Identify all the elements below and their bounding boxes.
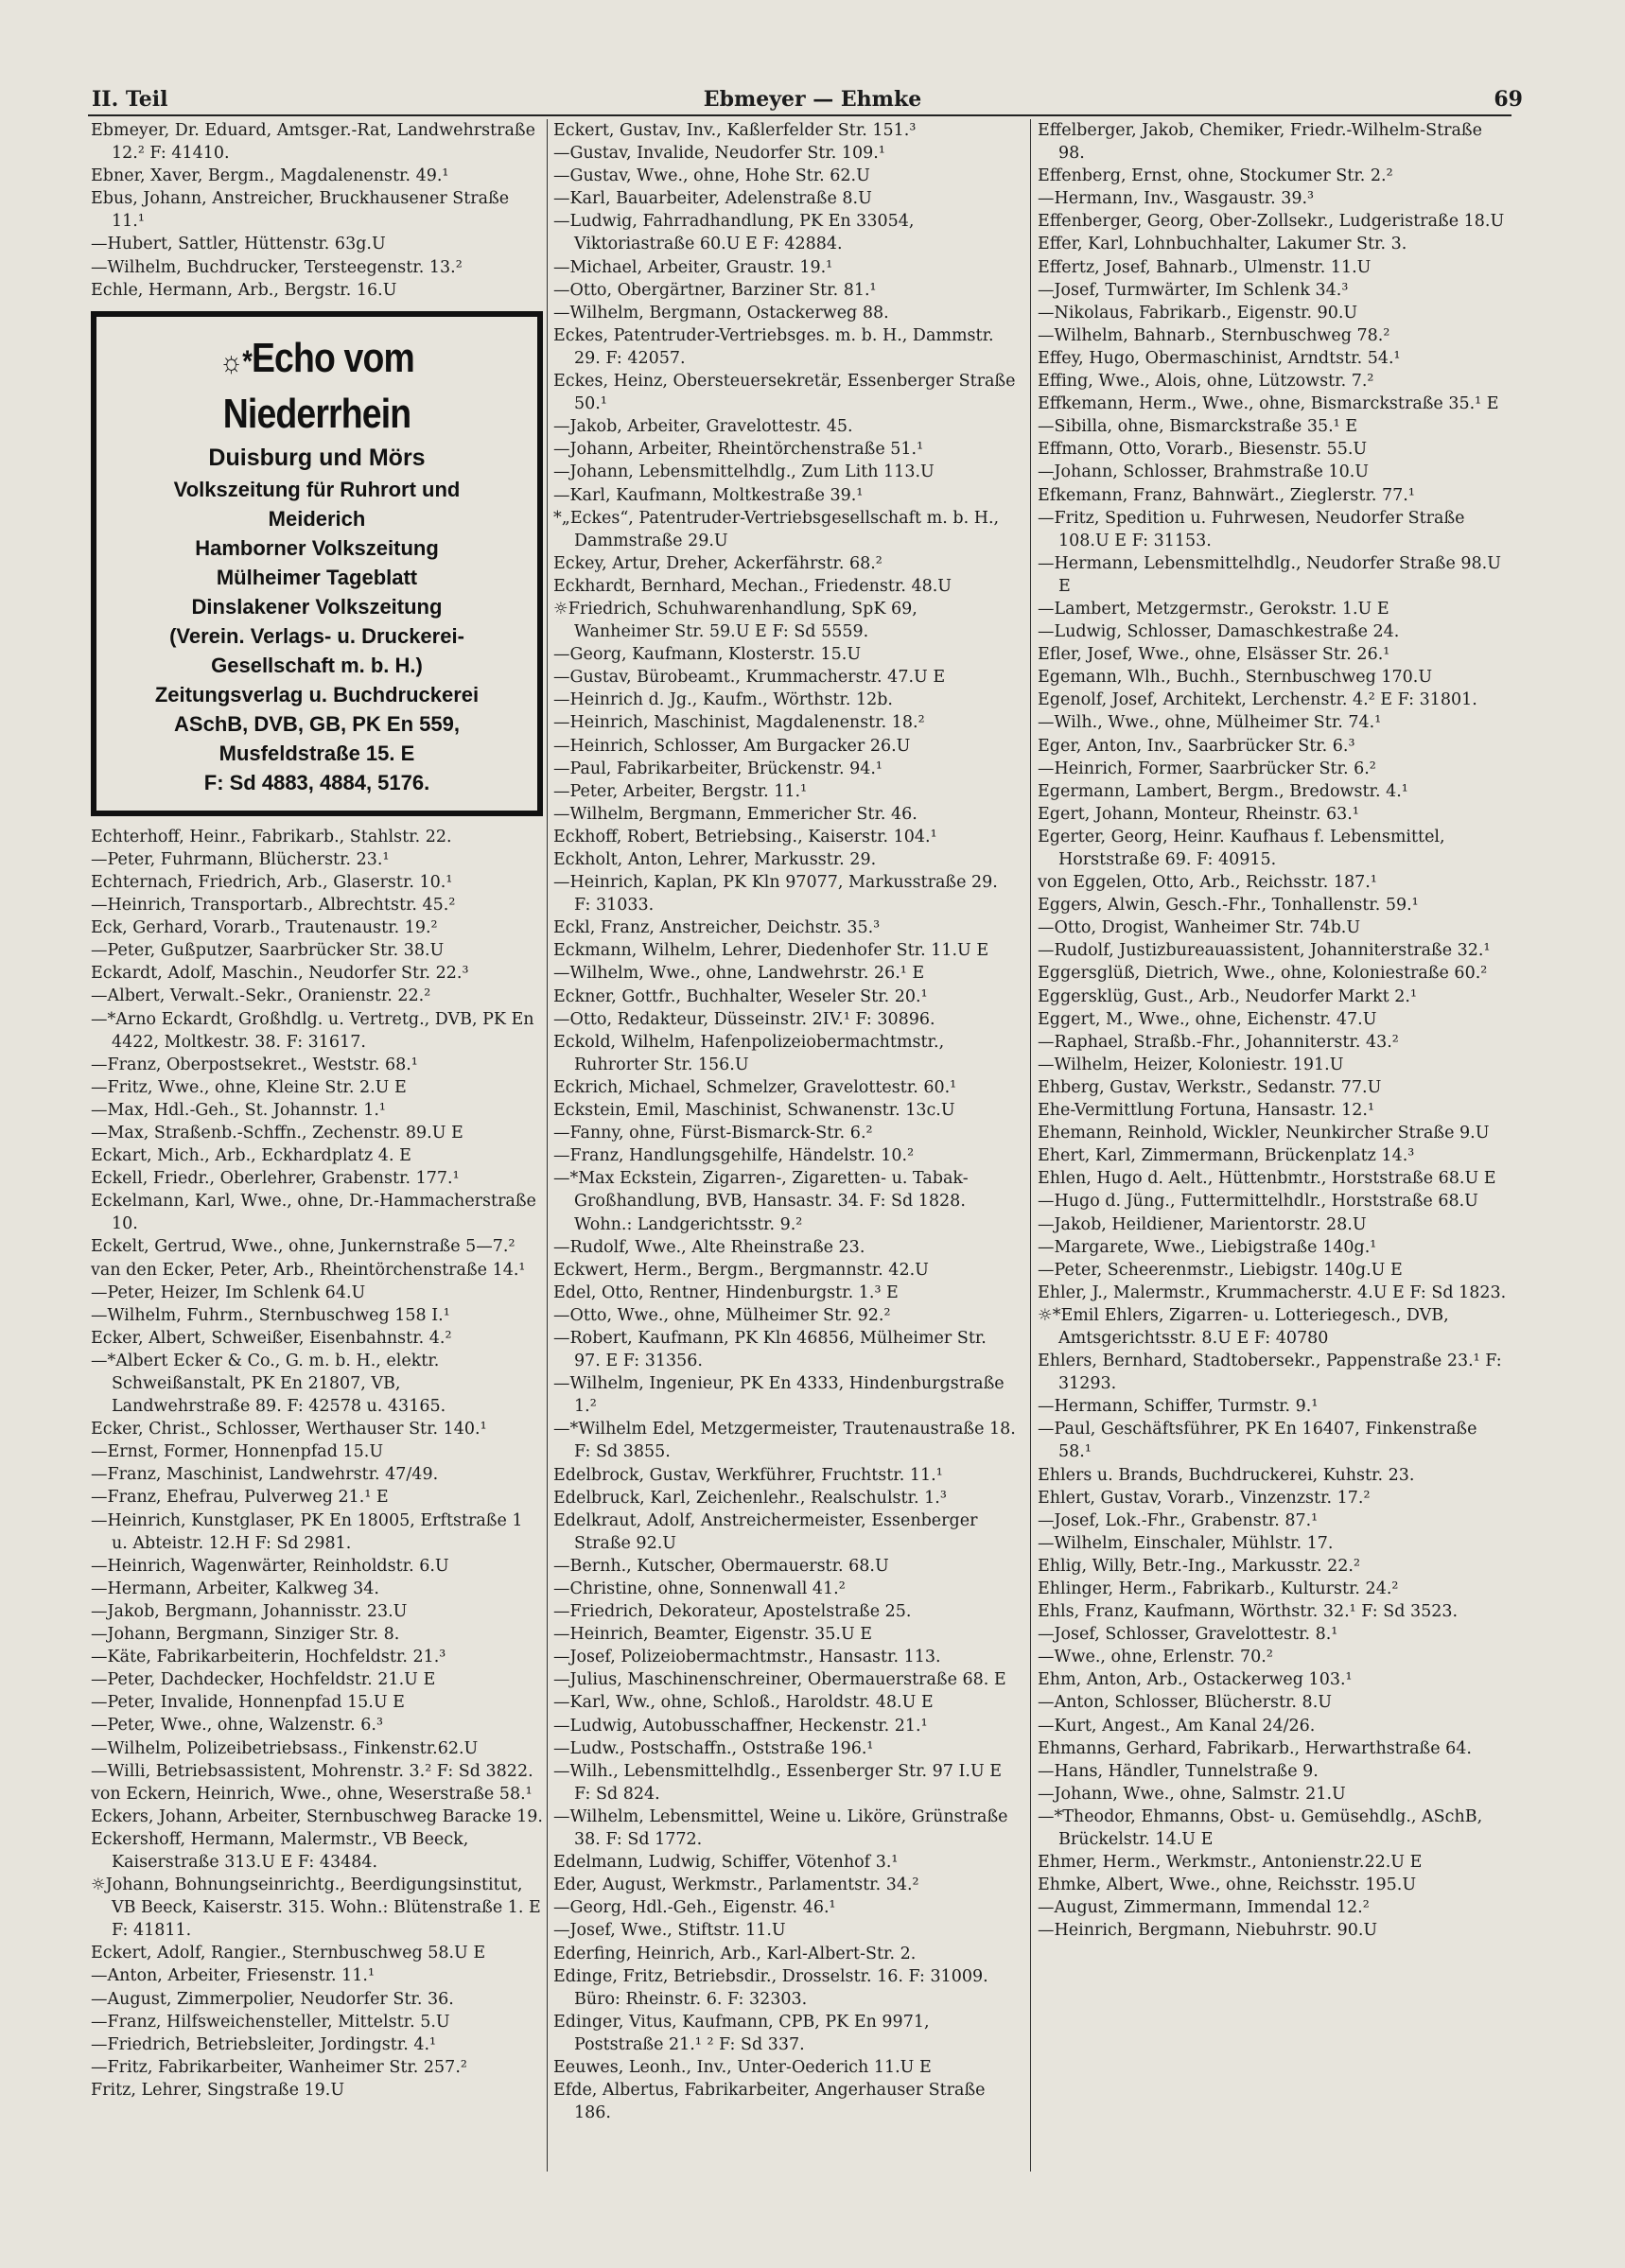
column-1 [91, 119, 543, 2102]
directory-entry: —Wilhelm, Fuhrm., Sternbuschweg 158 I.¹ [91, 1305, 450, 1325]
directory-entry: —Johann, Bergmann, Sinziger Str. 8. [91, 1625, 400, 1645]
directory-entry: —*Wilhelm Edel, Metzgermeister, Trautenaustraße 18. F: Sd 3855. [553, 1420, 1016, 1462]
ad-line: ASchB, DVB, GB, PK En 559, [174, 711, 460, 736]
directory-entry: Ebus, Johann, Anstreicher, Bruckhausener Straße 11.¹ [91, 189, 510, 232]
directory-entry: Ehert, Karl, Zimmermann, Brückenplatz 14.³ [1038, 1146, 1415, 1166]
directory-entry: —Wilhelm, Polizeibetriebsass., Finkenstr.62.U [91, 1738, 479, 1758]
directory-entry: —Josef, Wwe., Stiftstr. 11.U [553, 1921, 786, 1941]
directory-entry: —Karl, Bauarbeiter, Adelenstraße 8.U [553, 189, 872, 209]
directory-entry: Eckert, Adolf, Rangier., Sternbuschweg 58.U E [91, 1944, 486, 1963]
directory-entry: —Jakob, Bergmann, Johannisstr. 23.U [91, 1601, 408, 1621]
directory-entry: —Bernh., Kutscher, Obermauerstr. 68.U [553, 1556, 889, 1576]
directory-entry: —Christine, ohne, Sonnenwall 41.² [553, 1579, 846, 1598]
directory-entry: —Friedrich, Dekorateur, Apostelstraße 25. [553, 1602, 912, 1622]
directory-entry: Ehlers u. Brands, Buchdruckerei, Kuhstr. 23. [1038, 1465, 1415, 1485]
directory-entry: —August, Zimmermann, Immendal 12.² [1038, 1898, 1370, 1918]
directory-entry: Eggers, Alwin, Gesch.-Fhr., Tonhallenstr. 59.¹ [1038, 896, 1419, 916]
directory-entry: —Ludw., Postschaffn., Oststraße 196.¹ [553, 1738, 874, 1758]
directory-entry: Egemann, Wlh., Buchh., Sternbuschweg 170.U [1038, 668, 1433, 688]
directory-entry: Ehlinger, Herm., Fabrikarb., Kulturstr. 24.² [1038, 1579, 1399, 1598]
directory-entry: Ecker, Christ., Schlosser, Werthauser Str. 140.¹ [91, 1420, 487, 1439]
directory-entry: —Hermann, Inv., Wasgaustr. 39.³ [1038, 189, 1315, 209]
column-divider [547, 119, 548, 2172]
directory-entry: Edel, Otto, Rentner, Hindenburgstr. 1.³ E [553, 1282, 899, 1302]
directory-entry: —August, Zimmerpolier, Neudorfer Str. 36. [91, 1989, 454, 2009]
directory-entry: Eckers, Johann, Arbeiter, Sternbuschweg Baracke 19. [91, 1806, 543, 1826]
directory-entry: —Heinrich, Transportarb., Albrechtstr. 45.² [91, 896, 456, 916]
directory-entry: Effkemann, Herm., Wwe., ohne, Bismarckstraße 35.¹ E [1038, 394, 1499, 414]
directory-entry: —Georg, Hdl.-Geh., Eigenstr. 46.¹ [553, 1898, 836, 1918]
directory-entry: Edinge, Fritz, Betriebsdir., Drosselstr. 16. F: 31009. Büro: Rheinstr. 6. F: 32303. [553, 1966, 988, 2009]
directory-entry: —Jakob, Heildiener, Marientorstr. 28.U [1038, 1214, 1367, 1234]
directory-entry: Ehmke, Albert, Wwe., ohne, Reichsstr. 195.U [1038, 1875, 1417, 1895]
directory-entry: Eckart, Mich., Arb., Eckhardplatz 4. E [91, 1146, 411, 1166]
directory-entry: —Hermann, Schiffer, Turmstr. 9.¹ [1038, 1397, 1319, 1417]
newspaper-advertisement [91, 311, 543, 816]
directory-entry: Effenberg, Ernst, ohne, Stockumer Str. 2.² [1038, 166, 1393, 186]
directory-entry: Eckert, Gustav, Inv., Kaßlerfelder Str. 151.³ [553, 121, 917, 140]
directory-entry: Eder, August, Werkmstr., Parlamentstr. 34.² [553, 1875, 919, 1895]
directory-entry: Ehler, J., Malermstr., Krummacherstr. 4.U E F: Sd 1823. [1038, 1282, 1507, 1302]
directory-entry: —Ludwig, Schlosser, Damaschkestraße 24. [1038, 622, 1400, 642]
directory-entry: Ebmeyer, Dr. Eduard, Amtsger.-Rat, Landwehrstraße 12.² F: 41410. [91, 121, 535, 164]
directory-entry: Eckershoff, Hermann, Malermstr., VB Beeck, Kaiserstraße 313.U E F: 43484. [91, 1829, 469, 1872]
directory-entry: —Fritz, Spedition u. Fuhrwesen, Neudorfer Straße 108.U E F: 31153. [1038, 508, 1465, 550]
directory-entry: Eckes, Heinz, Obersteuersekretär, Essenberger Straße 50.¹ [553, 372, 1016, 414]
directory-entry: —Franz, Hilfsweichensteller, Mittelstr. 5.U [91, 2012, 450, 2032]
directory-entry: —Heinrich d. Jg., Kaufm., Wörthstr. 12b. [553, 690, 893, 710]
directory-entry: Eckrich, Michael, Schmelzer, Gravelottestr. 60.¹ [553, 1077, 957, 1097]
directory-entry: —Otto, Obergärtner, Barziner Str. 81.¹ [553, 280, 877, 300]
directory-entry: —Michael, Arbeiter, Graustr. 19.¹ [553, 257, 833, 277]
directory-entry: Ehm, Anton, Arb., Ostackerweg 103.¹ [1038, 1670, 1353, 1690]
directory-entry: Efkemann, Franz, Bahnwärt., Zieglerstr. 77.¹ [1038, 485, 1415, 505]
directory-entry: Eeuwes, Leonh., Inv., Unter-Oederich 11.U E [553, 2057, 932, 2077]
directory-entry: Eckey, Artur, Dreher, Ackerfährstr. 68.² [553, 553, 882, 573]
directory-entry: —Fritz, Fabrikarbeiter, Wanheimer Str. 257.² [91, 2057, 467, 2077]
directory-entry: —Sibilla, ohne, Bismarckstraße 35.¹ E [1038, 417, 1358, 437]
directory-entry: —Peter, Gußputzer, Saarbrücker Str. 38.U [91, 941, 445, 961]
ad-line: F: Sd 4883, 4884, 5176. [203, 770, 430, 794]
directory-entry: —Julius, Maschinenschreiner, Obermauerstraße 68. E [553, 1670, 1006, 1690]
directory-entry: —Paul, Fabrikarbeiter, Brückenstr. 94.¹ [553, 759, 882, 778]
directory-entry: —Paul, Geschäftsführer, PK En 16407, Finkenstraße 58.¹ [1038, 1420, 1477, 1462]
directory-entry: —Hermann, Arbeiter, Kalkweg 34. [91, 1579, 379, 1598]
section-label: II. Teil [92, 87, 168, 112]
ad-line: Gesellschaft m. b. H.) [211, 653, 423, 677]
directory-entry: —Anton, Arbeiter, Friesenstr. 11.¹ [91, 1966, 375, 1986]
column-3 [1038, 119, 1511, 1943]
directory-entry: Ehe-Vermittlung Fortuna, Hansastr. 12.¹ [1038, 1101, 1374, 1121]
directory-entry: —Hermann, Lebensmittelhdlg., Neudorfer Straße 98.U E [1038, 553, 1501, 596]
directory-entry: —Wilhelm, Heizer, Koloniestr. 191.U [1038, 1055, 1344, 1074]
directory-entry: Edelkraut, Adolf, Anstreichermeister, Essenberger Straße 92.U [553, 1510, 978, 1553]
directory-entry: —Karl, Ww., ohne, Schloß., Haroldstr. 48.U E [553, 1693, 934, 1713]
directory-entry: Edelbrock, Gustav, Werkführer, Fruchtstr. 11.¹ [553, 1465, 943, 1485]
directory-entry: —Wilh., Wwe., ohne, Mülheimer Str. 74.¹ [1038, 713, 1382, 733]
directory-entry: Eger, Anton, Inv., Saarbrücker Str. 6.³ [1038, 736, 1355, 756]
directory-entry: —Franz, Handlungsgehilfe, Händelstr. 10.² [553, 1146, 915, 1166]
directory-entry: von Eckern, Heinrich, Wwe., ohne, Weserstraße 58.¹ [91, 1784, 533, 1804]
directory-entry: Eckhoff, Robert, Betriebsing., Kaiserstr. 104.¹ [553, 827, 937, 846]
directory-entry: —Wilh., Lebensmittelhdlg., Essenberger Str. 97 I.U E F: Sd 824. [553, 1761, 1003, 1804]
directory-entry: —Heinrich, Bergmann, Niebuhrstr. 90.U [1038, 1921, 1378, 1941]
directory-entry: Echterhoff, Heinr., Fabrikarb., Stahlstr. 22. [91, 827, 452, 846]
directory-entry: Effertz, Josef, Bahnarb., Ulmenstr. 11.U [1038, 257, 1372, 277]
directory-entry: —Max, Straßenb.-Schffn., Zechenstr. 89.U E [91, 1123, 463, 1143]
ad-line: Dinslakener Volkszeitung [191, 594, 443, 619]
directory-entry: —Rudolf, Wwe., Alte Rheinstraße 23. [553, 1237, 865, 1257]
directory-entry: —*Arno Eckardt, Großhdlg. u. Vertretg., DVB, PK En 4422, Moltkestr. 38. F: 31617. [91, 1009, 534, 1052]
directory-entry: —Hugo d. Jüng., Futtermittelhdlr., Horststraße 68.U [1038, 1192, 1478, 1212]
directory-entry: Ehlers, Bernhard, Stadtobersekr., Pappenstraße 23.¹ F: 31293. [1038, 1352, 1502, 1394]
directory-entry: —Wilhelm, Einschaler, Mühlstr. 17. [1038, 1533, 1334, 1553]
ad-line: (Verein. Verlags- u. Druckerei- [169, 623, 464, 648]
directory-entry: —Peter, Arbeiter, Bergstr. 11.¹ [553, 781, 808, 801]
directory-entry: Effing, Wwe., Alois, ohne, Lützowstr. 7.² [1038, 372, 1374, 392]
page-number: 69 [1494, 87, 1523, 112]
directory-entry: —Otto, Drogist, Wanheimer Str. 74b.U [1038, 918, 1361, 938]
directory-entry: Ehlig, Willy, Betr.-Ing., Markusstr. 22.² [1038, 1556, 1360, 1576]
directory-entry: —Franz, Ehefrau, Pulverweg 21.¹ E [91, 1488, 389, 1508]
column-divider [1030, 119, 1031, 2172]
directory-entry: ☼*Emil Ehlers, Zigarren- u. Lotteriegesch., DVB, Amtsgerichtsstr. 8.U E F: 40780 [1038, 1305, 1449, 1348]
directory-entry: Ederfing, Heinrich, Arb., Karl-Albert-Str. 2. [553, 1944, 917, 1963]
directory-entry: —Fritz, Wwe., ohne, Kleine Str. 2.U E [91, 1077, 407, 1097]
directory-entry: —Anton, Schlosser, Blücherstr. 8.U [1038, 1693, 1333, 1713]
directory-entry: Eckes, Patentruder-Vertriebsges. m. b. H., Dammstr. 29. F: 42057. [553, 325, 994, 368]
directory-entry: Eckstein, Emil, Maschinist, Schwanenstr. 13c.U [553, 1101, 955, 1121]
directory-entry: —Wilhelm, Bergmann, Ostackerweg 88. [553, 303, 889, 323]
directory-entry: —Heinrich, Maschinist, Magdalenenstr. 18.² [553, 713, 925, 733]
ad-mark: ☼* [219, 343, 252, 378]
directory-entry: —Georg, Kaufmann, Klosterstr. 15.U [553, 645, 862, 665]
directory-entry: Ehlen, Hugo d. Aelt., Hüttenbmtr., Horststraße 68.U E [1038, 1169, 1496, 1189]
directory-entry: —Gustav, Bürobeamt., Krummacherstr. 47.U E [553, 668, 946, 688]
directory-entry: —*Max Eckstein, Zigarren-, Zigaretten- u. Tabak-Großhandlung, BVB, Hansastr. 34. F: Sd 1828. Wohn.: Landgerichtsstr. 9.² [553, 1169, 969, 1234]
directory-entry: ☼Johann, Bohnungseinrichtg., Beerdigungsinstitut, VB Beeck, Kaiserstr. 315. Wohn.: Blütenstraße 1. E F: 41811. [91, 1875, 541, 1941]
directory-entry: Ehmer, Herm., Werkmstr., Antonienstr.22.U E [1038, 1853, 1423, 1873]
directory-entry: —Franz, Oberpostsekret., Weststr. 68.¹ [91, 1055, 418, 1074]
directory-entry: —Raphael, Straßb.-Fhr., Johanniterstr. 43.² [1038, 1032, 1399, 1052]
directory-entry: —*Albert Ecker & Co., G. m. b. H., elektr. Schweißanstalt, PK En 21807, VB, Landwehrstraße 89. F: 42578 u. 43165. [91, 1351, 446, 1417]
ad-title [137, 332, 496, 441]
directory-entry: —Wilhelm, Bergmann, Emmericher Str. 46. [553, 804, 917, 824]
directory-entry: —Fanny, ohne, Fürst-Bismarck-Str. 6.² [553, 1124, 873, 1143]
directory-entry: —Ludwig, Fahrradhandlung, PK En 33054, Viktoriastraße 60.U E F: 42884. [553, 212, 915, 254]
ad-title-text: Echo vom Niederrhein [222, 334, 414, 437]
directory-entry: —Wwe., ohne, Erlenstr. 70.² [1038, 1648, 1273, 1667]
directory-entry: —Heinrich, Kunstglaser, PK En 18005, Erftstraße 1 u. Abteistr. 12.H F: Sd 2981. [91, 1510, 523, 1553]
directory-entry: —Robert, Kaufmann, PK Kln 46856, Mülheimer Str. 97. E F: 31356. [553, 1328, 987, 1371]
directory-entry: Echternach, Friedrich, Arb., Glaserstr. 10.¹ [91, 872, 453, 892]
directory-entry: —*Theodor, Ehmanns, Obst- u. Gemüsehdlg., ASchB, Brückelstr. 14.U E [1038, 1806, 1483, 1850]
directory-entry: —Otto, Wwe., ohne, Mülheimer Str. 92.² [553, 1305, 891, 1325]
directory-entry: —Johann, Arbeiter, Rheintörchenstraße 51.¹ [553, 440, 924, 460]
directory-entry: —Hans, Händler, Tunnelstraße 9. [1038, 1761, 1319, 1781]
directory-entry: —Wilhelm, Ingenieur, PK En 4333, Hindenburgstraße 1.² [553, 1374, 1005, 1417]
directory-entry: Eckl, Franz, Anstreicher, Deichstr. 35.³ [553, 918, 881, 938]
directory-entry: —Käte, Fabrikarbeiterin, Hochfeldstr. 21.³ [91, 1648, 446, 1667]
directory-entry: Egermann, Lambert, Bergm., Bredowstr. 4.¹ [1038, 781, 1408, 801]
ad-line: Zeitungsverlag u. Buchdruckerei [154, 682, 480, 707]
ad-line: Volkszeitung für Ruhrort und [173, 477, 461, 501]
directory-entry: —Albert, Verwalt.-Sekr., Oranienstr. 22.² [91, 986, 431, 1006]
directory-entry: Effey, Hugo, Obermaschinist, Arndtstr. 54.¹ [1038, 348, 1401, 368]
ad-line: Hamborner Volkszeitung [195, 535, 439, 560]
directory-entry: van den Ecker, Peter, Arb., Rheintörchenstraße 14.¹ [91, 1260, 526, 1280]
directory-entry: —Peter, Invalide, Honnenpfad 15.U E [91, 1693, 405, 1713]
directory-entry: —Ludwig, Autobusschaffner, Heckenstr. 21.¹ [553, 1716, 928, 1736]
directory-entry: Ehberg, Gustav, Werkstr., Sedanstr. 77.U [1038, 1077, 1382, 1097]
directory-entry: Eckell, Friedr., Oberlehrer, Grabenstr. 177.¹ [91, 1169, 460, 1189]
directory-entry: Efde, Albertus, Fabrikarbeiter, Angerhauser Straße 186. [553, 2081, 986, 2123]
directory-entry: Eckelt, Gertrud, Wwe., ohne, Junkernstraße 5—7.² [91, 1237, 515, 1257]
directory-entry: —Johann, Lebensmittelhdlg., Zum Lith 113.U [553, 462, 935, 482]
directory-entry: Efler, Josef, Wwe., ohne, Elsässer Str. 26.¹ [1038, 645, 1390, 665]
directory-entry: Eckwert, Herm., Bergm., Bergmannstr. 42.U [553, 1260, 929, 1280]
directory-entry: —Kurt, Angest., Am Kanal 24/26. [1038, 1716, 1316, 1736]
entries-top [91, 119, 543, 302]
directory-entry: —Johann, Schlosser, Brahmstraße 10.U [1038, 462, 1370, 482]
header-rule [88, 114, 1511, 116]
directory-entry: Eckardt, Adolf, Maschin., Neudorfer Str. 22.³ [91, 964, 469, 984]
directory-entry: —Gustav, Invalide, Neudorfer Str. 109.¹ [553, 144, 885, 164]
directory-entry: Eggersklüg, Gust., Arb., Neudorfer Markt 2.¹ [1038, 986, 1417, 1006]
directory-entry: Ehls, Franz, Kaufmann, Wörthstr. 32.¹ F: Sd 3523. [1038, 1602, 1459, 1622]
directory-entry: —Lambert, Metzgermstr., Gerokstr. 1.U E [1038, 599, 1389, 619]
directory-entry: —Peter, Scheerenmstr., Liebigstr. 140g.U E [1038, 1260, 1403, 1280]
directory-entry: Eckholt, Anton, Lehrer, Markusstr. 29. [553, 850, 877, 869]
ad-lines [106, 475, 528, 797]
directory-entry: —Rudolf, Justizbureauassistent, Johanniterstraße 32.¹ [1038, 941, 1491, 961]
directory-entry: —Franz, Maschinist, Landwehrstr. 47/49. [91, 1465, 439, 1485]
directory-entry: Edelbruck, Karl, Zeichenlehr., Realschulstr. 1.³ [553, 1488, 947, 1508]
directory-entry: —Heinrich, Wagenwärter, Reinholdstr. 6.U [91, 1556, 449, 1576]
directory-entry: —Wilhelm, Bahnarb., Sternbuschweg 78.² [1038, 325, 1390, 345]
page-title: Ebmeyer — Ehmke [703, 87, 922, 112]
directory-entry: Egerter, Georg, Heinr. Kaufhaus f. Lebensmittel, Horststraße 69. F: 40915. [1038, 827, 1445, 869]
directory-entry: —Heinrich, Schlosser, Am Burgacker 26.U [553, 736, 911, 756]
directory-entry: —Josef, Turmwärter, Im Schlenk 34.³ [1038, 280, 1349, 300]
directory-entry: —Josef, Schlosser, Gravelottestr. 8.¹ [1038, 1625, 1338, 1645]
directory-entry: Effelberger, Jakob, Chemiker, Friedr.-Wilhelm-Straße 98. [1038, 121, 1482, 164]
directory-entry: —Johann, Wwe., ohne, Salmstr. 21.U [1038, 1784, 1346, 1804]
directory-entry: Eggersglüß, Dietrich, Wwe., ohne, Koloniestraße 60.² [1038, 964, 1488, 984]
directory-entry: —Wilhelm, Lebensmittel, Weine u. Liköre, Grünstraße 38. F: Sd 1772. [553, 1806, 1008, 1850]
ad-line: Mülheimer Tageblatt [216, 565, 418, 589]
directory-entry: —Heinrich, Beamter, Eigenstr. 35.U E [553, 1625, 873, 1645]
directory-entry: —Willi, Betriebsassistent, Mohrenstr. 3.² F: Sd 3822. [91, 1761, 533, 1781]
directory-entry: Eggert, M., Wwe., ohne, Eichenstr. 47.U [1038, 1009, 1377, 1029]
directory-entry: —Wilhelm, Wwe., ohne, Landwehrstr. 26.¹ E [553, 964, 925, 984]
column-2 [553, 119, 1017, 2124]
directory-entry: —Gustav, Wwe., ohne, Hohe Str. 62.U [553, 166, 870, 186]
directory-entry: —Ernst, Former, Honnenpfad 15.U [91, 1442, 384, 1462]
directory-entry: —Jakob, Arbeiter, Gravelottestr. 45. [553, 417, 853, 437]
directory-entry: Eckold, Wilhelm, Hafenpolizeiobermachtmstr., Ruhrorter Str. 156.U [553, 1032, 945, 1074]
directory-entry: von Eggelen, Otto, Arb., Reichsstr. 187.¹ [1038, 873, 1377, 893]
directory-entry: —Josef, Polizeiobermachtmstr., Hansastr. 113. [553, 1648, 941, 1667]
directory-entry: Eckner, Gottfr., Buchhalter, Weseler Str. 20.¹ [553, 986, 928, 1006]
directory-entry: —Friedrich, Betriebsleiter, Jordingstr. 4.¹ [91, 2034, 437, 2054]
directory-entry: Effer, Karl, Lohnbuchhalter, Lakumer Str. 3. [1038, 235, 1407, 254]
directory-entry: —Peter, Heizer, Im Schlenk 64.U [91, 1282, 366, 1302]
directory-entry: *„Eckes“, Patentruder-Vertriebsgesellschaft m. b. H., Dammstraße 29.U [553, 508, 1000, 550]
directory-entry: —Peter, Fuhrmann, Blücherstr. 23.¹ [91, 849, 390, 869]
directory-entry: Eck, Gerhard, Vorarb., Trautenaustr. 19.² [91, 918, 438, 938]
directory-entry: —Max, Hdl.-Geh., St. Johannstr. 1.¹ [91, 1100, 386, 1120]
directory-entry: —Wilhelm, Buchdrucker, Tersteegenstr. 13.² [91, 257, 463, 277]
directory-entry: —Heinrich, Kaplan, PK Kln 97077, Markusstraße 29. F: 31033. [553, 873, 998, 916]
directory-entry: Fritz, Lehrer, Singstraße 19.U [91, 2080, 345, 2100]
directory-entry: Edelmann, Ludwig, Schiffer, Vötenhof 3.¹ [553, 1853, 899, 1873]
directory-entry: Eckelmann, Karl, Wwe., ohne, Dr.-Hammacherstraße 10. [91, 1192, 536, 1234]
directory-entry: Egenolf, Josef, Architekt, Lerchenstr. 4.² E F: 31801. [1038, 690, 1477, 710]
entries-bottom [91, 826, 543, 2102]
ad-line: Musfeldstraße 15. E [218, 741, 415, 765]
directory-entry: —Hubert, Sattler, Hüttenstr. 63g.U [91, 235, 386, 254]
directory-entry: Eckhardt, Bernhard, Mechan., Friedenstr. 48.U [553, 576, 952, 596]
directory-entry: —Heinrich, Former, Saarbrücker Str. 6.² [1038, 759, 1376, 778]
directory-entry: Ehlert, Gustav, Vorarb., Vinzenzstr. 17.² [1038, 1488, 1371, 1508]
directory-entry: —Peter, Wwe., ohne, Walzenstr. 6.³ [91, 1716, 384, 1736]
directory-entry: Edinger, Vitus, Kaufmann, CPB, PK En 9971, Poststraße 21.¹ ² F: Sd 337. [553, 2012, 930, 2054]
directory-entry: Ehemann, Reinhold, Wickler, Neunkircher Straße 9.U [1038, 1124, 1490, 1143]
directory-entry: Effenberger, Georg, Ober-Zollsekr., Ludgeristraße 18.U [1038, 212, 1505, 232]
directory-entry: Egert, Johann, Monteur, Rheinstr. 63.¹ [1038, 804, 1359, 824]
directory-entry: Eckmann, Wilhelm, Lehrer, Diedenhofer Str. 11.U E [553, 941, 989, 961]
directory-entry: Ebner, Xaver, Bergm., Magdalenenstr. 49.¹ [91, 166, 449, 186]
directory-entry: —Nikolaus, Fabrikarb., Eigenstr. 90.U [1038, 303, 1358, 323]
directory-entry: Effmann, Otto, Vorarb., Biesenstr. 55.U [1038, 440, 1368, 460]
directory-entry: —Peter, Dachdecker, Hochfeldstr. 21.U E [91, 1670, 436, 1690]
ad-line: Meiderich [268, 506, 366, 531]
directory-entry: Echle, Hermann, Arb., Bergstr. 16.U [91, 280, 397, 300]
ad-subtitle: Duisburg und Mörs [208, 444, 426, 471]
directory-entry: Ehmanns, Gerhard, Fabrikarb., Herwarthstraße 64. [1038, 1738, 1472, 1758]
directory-entry: ☼Friedrich, Schuhwarenhandlung, SpK 69, Wanheimer Str. 59.U E F: Sd 5559. [553, 599, 917, 642]
directory-entry: —Josef, Lok.-Fhr., Grabenstr. 87.¹ [1038, 1510, 1319, 1530]
directory-entry: —Otto, Redakteur, Düsseinstr. 2IV.¹ F: 30896. [553, 1009, 935, 1029]
directory-entry: Ecker, Albert, Schweißer, Eisenbahnstr. 4.² [91, 1328, 452, 1348]
directory-entry: —Karl, Kaufmann, Moltkestraße 39.¹ [553, 485, 864, 505]
directory-entry: —Margarete, Wwe., Liebigstraße 140g.¹ [1038, 1237, 1377, 1257]
